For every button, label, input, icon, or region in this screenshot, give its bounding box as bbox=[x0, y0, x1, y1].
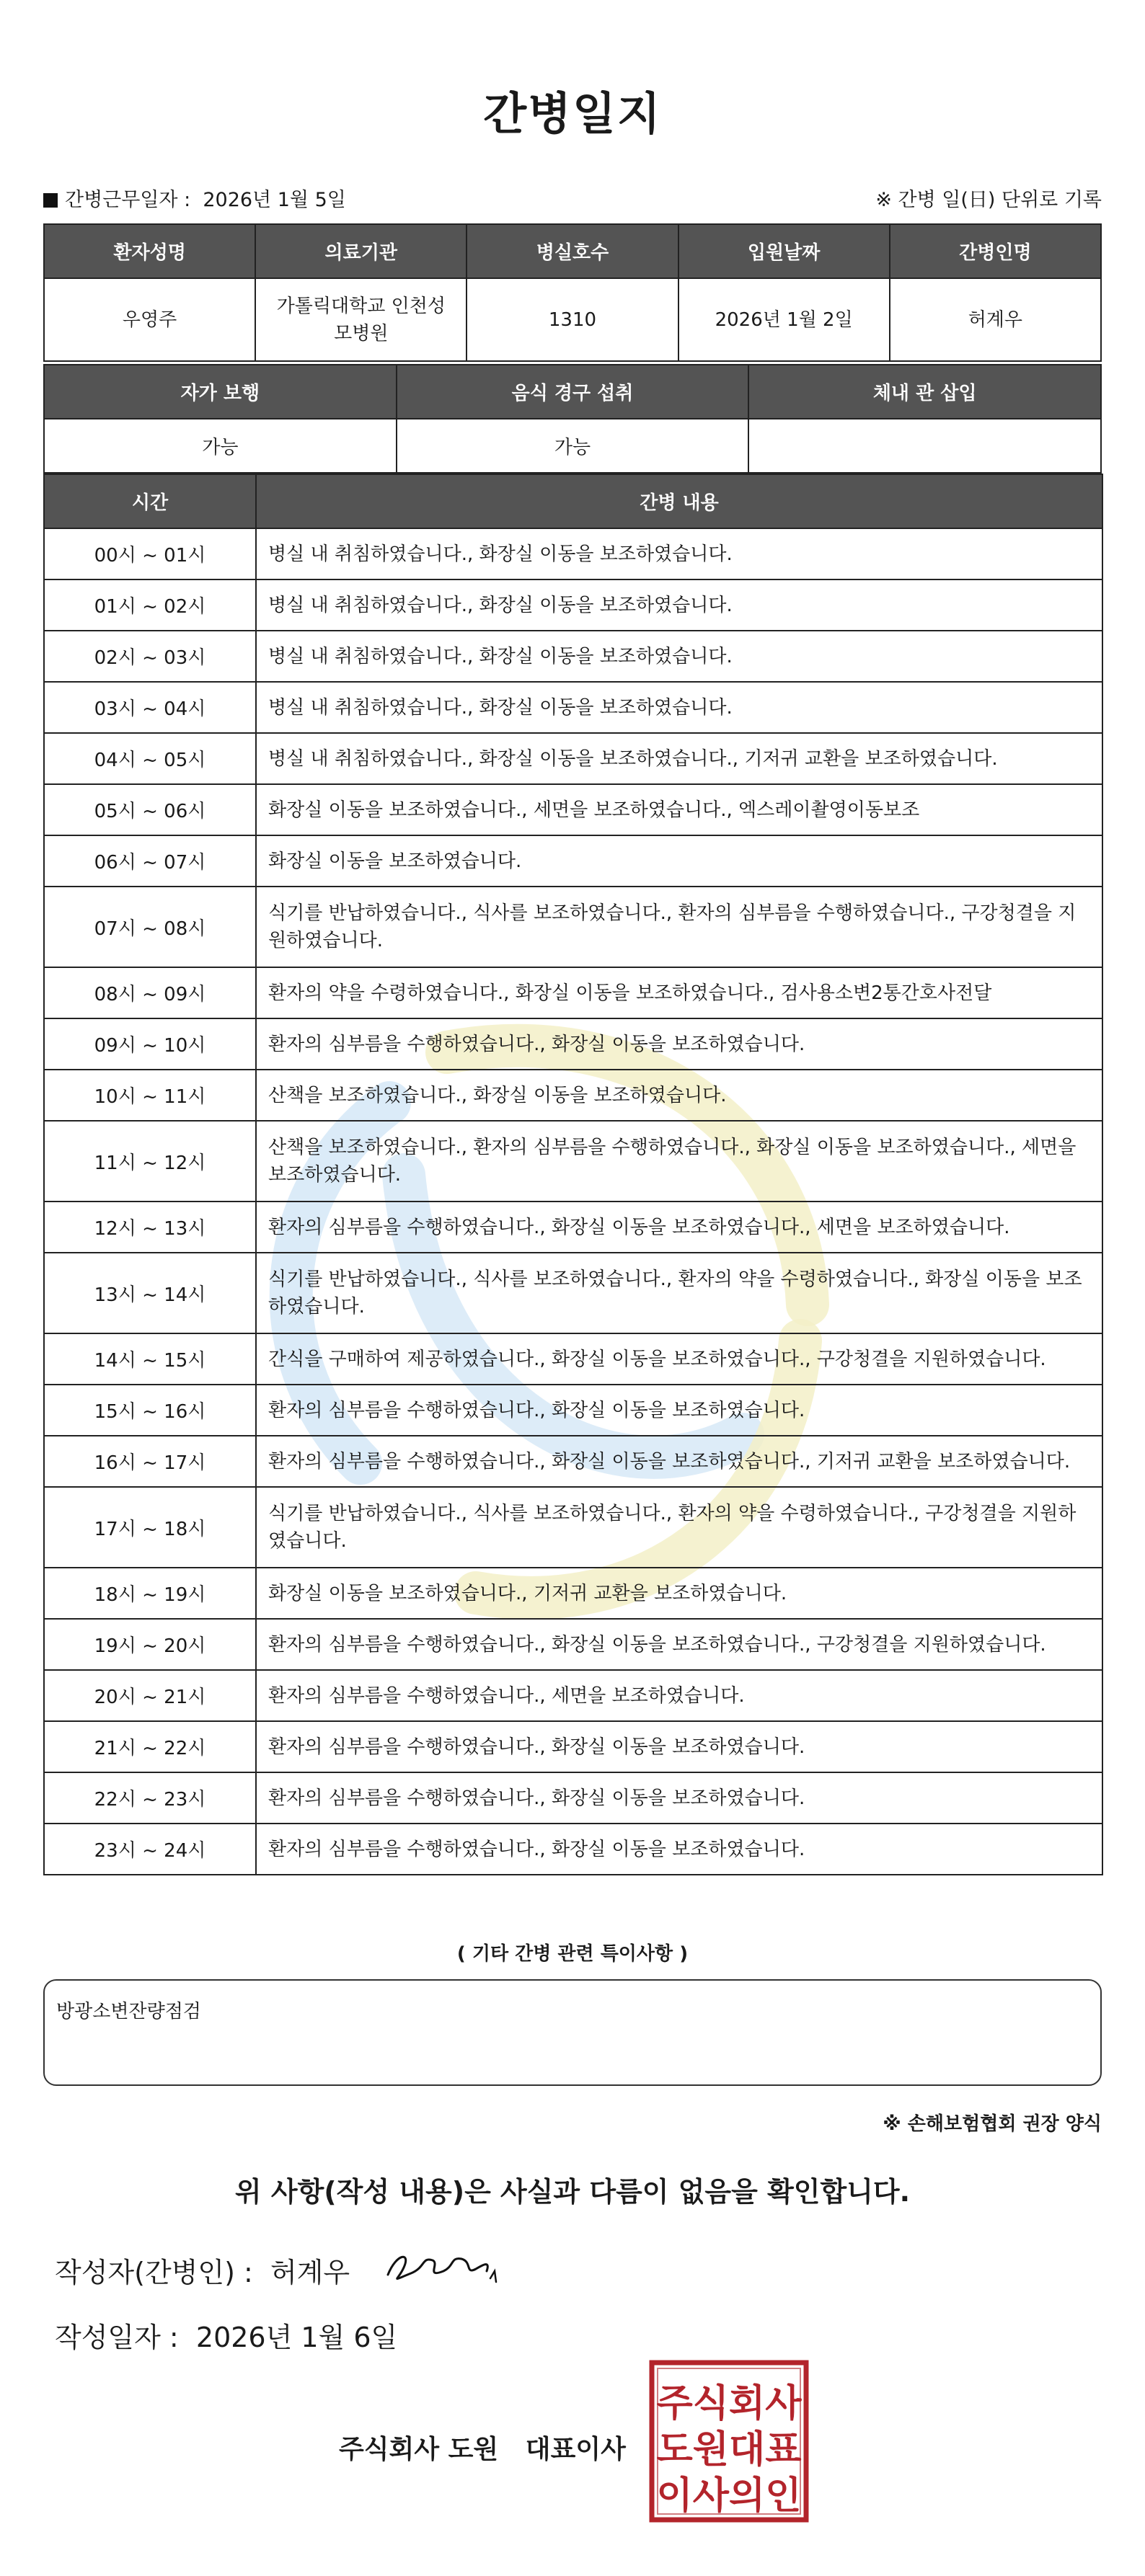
table-row bbox=[44, 733, 1102, 784]
row-time: 21시 ~ 22시 bbox=[44, 1721, 256, 1772]
header-care-content: 간병 내용 bbox=[256, 474, 1102, 528]
header-room: 병실호수 bbox=[467, 224, 678, 278]
table-row bbox=[44, 1253, 1102, 1333]
row-time: 02시 ~ 03시 bbox=[44, 631, 256, 682]
row-content: 병실 내 취침하였습니다., 화장실 이동을 보조하였습니다., 기저귀 교환을 보조하였습니다. bbox=[256, 733, 1102, 784]
row-content: 간식을 구매하여 제공하였습니다., 화장실 이동을 보조하였습니다., 구강청결을 지원하였습니다. bbox=[256, 1333, 1102, 1385]
table-row bbox=[44, 631, 1102, 682]
row-content: 화장실 이동을 보조하였습니다., 기저귀 교환을 보조하였습니다. bbox=[256, 1568, 1102, 1619]
caregiver-name: 허계우 bbox=[890, 278, 1101, 361]
table-row bbox=[44, 1333, 1102, 1385]
header-tube-insertion: 체내 관 삽입 bbox=[748, 365, 1101, 419]
row-content: 환자의 심부름을 수행하였습니다., 세면을 보조하였습니다. bbox=[256, 1670, 1102, 1721]
table-row bbox=[44, 1202, 1102, 1253]
written-date-value: 2026년 1월 6일 bbox=[195, 2322, 398, 2353]
row-content: 식기를 반납하였습니다., 식사를 보조하였습니다., 환자의 심부름을 수행하였습니다., 구강청결을 지원하였습니다. bbox=[256, 887, 1102, 967]
record-unit-note: ※ 간병 일(日) 단위로 기록 bbox=[875, 189, 1102, 211]
row-time: 09시 ~ 10시 bbox=[44, 1018, 256, 1070]
admission-date: 2026년 1월 2일 bbox=[678, 278, 890, 361]
row-time: 11시 ~ 12시 bbox=[44, 1121, 256, 1202]
row-time: 23시 ~ 24시 bbox=[44, 1824, 256, 1875]
signature-image bbox=[382, 2239, 505, 2289]
company-representative: 주식회사 도원 대표이사 bbox=[339, 2435, 626, 2464]
row-time: 08시 ~ 09시 bbox=[44, 967, 256, 1018]
row-content: 환자의 심부름을 수행하였습니다., 화장실 이동을 보조하였습니다. bbox=[256, 1824, 1102, 1875]
page-title: 간병일지 bbox=[483, 87, 662, 140]
row-time: 17시 ~ 18시 bbox=[44, 1487, 256, 1568]
row-time: 20시 ~ 21시 bbox=[44, 1670, 256, 1721]
recommended-form-note: ※ 손해보험협회 권장 양식 bbox=[883, 2113, 1102, 2135]
table-row bbox=[44, 579, 1102, 631]
table-row bbox=[44, 1824, 1102, 1875]
square-bullet-icon bbox=[43, 193, 58, 208]
table-row bbox=[44, 835, 1102, 887]
header-admission-date: 입원날짜 bbox=[678, 224, 890, 278]
table-row bbox=[44, 1487, 1102, 1568]
row-content: 식기를 반납하였습니다., 식사를 보조하였습니다., 환자의 약을 수령하였습니다., 구강청결을 지원하였습니다. bbox=[256, 1487, 1102, 1568]
row-content: 환자의 심부름을 수행하였습니다., 화장실 이동을 보조하였습니다. bbox=[256, 1385, 1102, 1436]
row-content: 병실 내 취침하였습니다., 화장실 이동을 보조하였습니다. bbox=[256, 579, 1102, 631]
table-row bbox=[44, 1018, 1102, 1070]
row-time: 03시 ~ 04시 bbox=[44, 682, 256, 733]
table-row bbox=[44, 1568, 1102, 1619]
row-content: 환자의 약을 수령하였습니다., 화장실 이동을 보조하였습니다., 검사용소변2통간호사전달 bbox=[256, 967, 1102, 1018]
row-time: 14시 ~ 15시 bbox=[44, 1333, 256, 1385]
table-row bbox=[44, 1772, 1102, 1824]
header-self-walking: 자가 보행 bbox=[44, 365, 397, 419]
writer-name: 허계우 bbox=[270, 2257, 350, 2288]
table-row bbox=[44, 528, 1102, 579]
hospital-name: 가톨릭대학교 인천성 모병원 bbox=[255, 278, 467, 361]
written-date-line bbox=[55, 2315, 397, 2355]
patient-name: 우영주 bbox=[44, 278, 255, 361]
row-content: 병실 내 취침하였습니다., 화장실 이동을 보조하였습니다. bbox=[256, 682, 1102, 733]
row-content: 병실 내 취침하였습니다., 화장실 이동을 보조하였습니다. bbox=[256, 528, 1102, 579]
header-hospital: 의료기관 bbox=[255, 224, 467, 278]
seal-line-3: 이사의인 bbox=[656, 2474, 802, 2518]
care-log-table bbox=[43, 474, 1103, 1875]
patient-status-table bbox=[43, 364, 1102, 474]
table-row bbox=[44, 1436, 1102, 1487]
row-time: 07시 ~ 08시 bbox=[44, 887, 256, 967]
table-row bbox=[44, 682, 1102, 733]
work-date-value: 2026년 1월 5일 bbox=[203, 189, 346, 211]
table-row bbox=[44, 967, 1102, 1018]
row-time: 00시 ~ 01시 bbox=[44, 528, 256, 579]
table-row bbox=[44, 1619, 1102, 1670]
row-time: 04시 ~ 05시 bbox=[44, 733, 256, 784]
row-content: 환자의 심부름을 수행하였습니다., 화장실 이동을 보조하였습니다., 구강청결을 지원하였습니다. bbox=[256, 1619, 1102, 1670]
header-patient-name: 환자성명 bbox=[44, 224, 255, 278]
row-time: 19시 ~ 20시 bbox=[44, 1619, 256, 1670]
header-caregiver: 간병인명 bbox=[890, 224, 1101, 278]
row-time: 22시 ~ 23시 bbox=[44, 1772, 256, 1824]
row-time: 05시 ~ 06시 bbox=[44, 784, 256, 835]
row-time: 12시 ~ 13시 bbox=[44, 1202, 256, 1253]
special-notes-box bbox=[43, 1979, 1102, 2086]
notes-title: ( 기타 간병 관련 특이사항 ) bbox=[456, 1943, 689, 1965]
row-content: 산책을 보조하였습니다., 환자의 심부름을 수행하였습니다., 화장실 이동을 보조하였습니다., 세면을 보조하였습니다. bbox=[256, 1121, 1102, 1202]
table-row bbox=[44, 1070, 1102, 1121]
self-walking-value: 가능 bbox=[44, 419, 397, 473]
special-notes-content: 방광소변잔량점검 bbox=[56, 2001, 201, 2022]
row-time: 15시 ~ 16시 bbox=[44, 1385, 256, 1436]
row-content: 식기를 반납하였습니다., 식사를 보조하였습니다., 환자의 약을 수령하였습니다., 화장실 이동을 보조하였습니다. bbox=[256, 1253, 1102, 1333]
row-time: 06시 ~ 07시 bbox=[44, 835, 256, 887]
row-content: 환자의 심부름을 수행하였습니다., 화장실 이동을 보조하였습니다., 기저귀 교환을 보조하였습니다. bbox=[256, 1436, 1102, 1487]
work-date bbox=[43, 184, 346, 212]
table-row bbox=[44, 1385, 1102, 1436]
row-time: 16시 ~ 17시 bbox=[44, 1436, 256, 1487]
confirmation-statement: 위 사항(작성 내용)은 사실과 다름이 없음을 확인합니다. bbox=[234, 2176, 911, 2208]
company-seal-stamp bbox=[647, 2358, 810, 2524]
seal-line-1: 주식회사 bbox=[656, 2382, 802, 2425]
table-row bbox=[44, 1670, 1102, 1721]
row-content: 화장실 이동을 보조하였습니다., 세면을 보조하였습니다., 엑스레이촬영이동보조 bbox=[256, 784, 1102, 835]
table-row bbox=[44, 1121, 1102, 1202]
row-content: 병실 내 취침하였습니다., 화장실 이동을 보조하였습니다. bbox=[256, 631, 1102, 682]
room-number: 1310 bbox=[467, 278, 678, 361]
tube-insertion-value bbox=[748, 419, 1101, 473]
row-time: 10시 ~ 11시 bbox=[44, 1070, 256, 1121]
work-date-label: 간병근무일자 : bbox=[65, 189, 191, 211]
row-content: 환자의 심부름을 수행하였습니다., 화장실 이동을 보조하였습니다., 세면을 보조하였습니다. bbox=[256, 1202, 1102, 1253]
row-content: 환자의 심부름을 수행하였습니다., 화장실 이동을 보조하였습니다. bbox=[256, 1721, 1102, 1772]
row-content: 환자의 심부름을 수행하였습니다., 화장실 이동을 보조하였습니다. bbox=[256, 1772, 1102, 1824]
writer-line bbox=[55, 2250, 350, 2290]
header-time: 시간 bbox=[44, 474, 256, 528]
patient-info-table bbox=[43, 223, 1102, 362]
row-content: 화장실 이동을 보조하였습니다. bbox=[256, 835, 1102, 887]
row-time: 13시 ~ 14시 bbox=[44, 1253, 256, 1333]
seal-line-2: 도원대표 bbox=[656, 2428, 802, 2471]
written-date-label: 작성일자 : bbox=[55, 2322, 179, 2353]
oral-intake-value: 가능 bbox=[397, 419, 749, 473]
table-row bbox=[44, 1721, 1102, 1772]
table-row bbox=[44, 887, 1102, 967]
row-content: 산책을 보조하였습니다., 화장실 이동을 보조하였습니다. bbox=[256, 1070, 1102, 1121]
row-time: 01시 ~ 02시 bbox=[44, 579, 256, 631]
row-content: 환자의 심부름을 수행하였습니다., 화장실 이동을 보조하였습니다. bbox=[256, 1018, 1102, 1070]
writer-label: 작성자(간병인) : bbox=[55, 2257, 253, 2288]
header-oral-intake: 음식 경구 섭취 bbox=[397, 365, 749, 419]
table-row bbox=[44, 784, 1102, 835]
row-time: 18시 ~ 19시 bbox=[44, 1568, 256, 1619]
